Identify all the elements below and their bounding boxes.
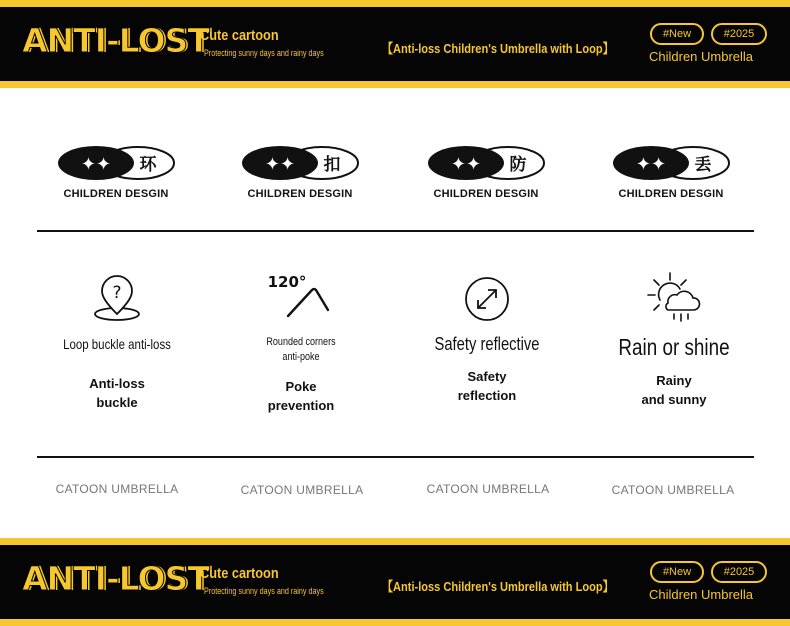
banner-product-title: 【Anti-loss Children's Umbrella with Loop】 [382, 579, 614, 594]
banner-caption: Protecting sunny days and rainy days [204, 586, 324, 596]
feature-description-line1: Rounded corners [266, 336, 336, 348]
banner-right-text: Children Umbrella [649, 49, 754, 64]
logo-row [0, 144, 790, 204]
location-pin-question-icon [91, 274, 143, 324]
logo-label: CHILDREN DESGIN [618, 188, 724, 200]
rounded-corner-angle-icon [266, 270, 336, 322]
banner-subtitle: Cute cartoon [200, 565, 279, 582]
badge-stars: ✦✦ [264, 154, 296, 175]
feature-rain-or-shine [599, 270, 749, 409]
badge-stars: ✦✦ [80, 154, 112, 175]
angle-label: 120° [267, 273, 307, 291]
feature-title-line1: Poke [285, 379, 317, 394]
banner-right-text: Children Umbrella [649, 587, 754, 602]
banner-product-title: 【Anti-loss Children's Umbrella with Loop】 [382, 41, 614, 56]
bottom-banner [0, 538, 790, 626]
banner-subtitle: Cute cartoon [200, 27, 279, 44]
catoon-umbrella-label: CATOON UMBRELLA [55, 482, 179, 496]
feature-description-line2: anti-poke [282, 351, 320, 363]
circle-diagonal-arrows-icon [462, 274, 512, 324]
feature-title-line2: reflection [457, 388, 517, 403]
badge-char: 防 [509, 155, 527, 175]
badge-char: 扣 [323, 155, 341, 175]
banner-caption: Protecting sunny days and rainy days [204, 48, 324, 58]
divider-bottom [37, 456, 754, 458]
brand-logo-text: ANTI-LOST [22, 559, 209, 598]
tag-new: #New [650, 561, 704, 583]
logo-badge [56, 144, 176, 200]
logo-label: CHILDREN DESGIN [433, 188, 539, 200]
brand-logo-text: ANTI-LOST [22, 21, 209, 60]
logo-badge [426, 144, 546, 200]
feature-title-line1: Anti-loss [89, 376, 145, 391]
svg-text:?: ? [112, 283, 122, 303]
logo-label: CHILDREN DESGIN [247, 188, 353, 200]
feature-description: Safety reflective [434, 334, 540, 354]
feature-anti-loss [42, 274, 192, 412]
tag-new: #New [650, 23, 704, 45]
sun-cloud-rain-icon [646, 270, 702, 324]
feature-description: Rain or shine [618, 334, 730, 360]
logo-label: CHILDREN DESGIN [63, 188, 169, 200]
feature-safety-reflection [412, 274, 562, 405]
catoon-umbrella-label: CATOON UMBRELLA [240, 483, 364, 497]
tag-year: #2025 [711, 561, 767, 583]
feature-title-line1: Rainy [656, 373, 692, 388]
feature-title-line2: and sunny [641, 392, 707, 407]
feature-title-line1: Safety [467, 369, 507, 384]
feature-description: Loop buckle anti-loss [63, 336, 171, 352]
logo-badge [611, 144, 731, 200]
feature-title-line2: buckle [96, 395, 138, 410]
badge-stars: ✦✦ [635, 154, 667, 175]
double-ellipse-badge-icon [240, 144, 360, 184]
catoon-umbrella-label: CATOON UMBRELLA [611, 483, 735, 497]
double-ellipse-badge-icon [611, 144, 731, 184]
double-ellipse-badge-icon [426, 144, 546, 184]
feature-poke-prevention [226, 270, 376, 415]
double-ellipse-badge-icon [56, 144, 176, 184]
divider-top [37, 230, 754, 232]
tag-year: #2025 [711, 23, 767, 45]
badge-char: 丢 [694, 155, 712, 175]
top-banner [0, 0, 790, 88]
logo-badge [240, 144, 360, 200]
badge-char: 环 [139, 155, 157, 175]
feature-title-line2: prevention [267, 398, 335, 413]
badge-stars: ✦✦ [450, 154, 482, 175]
catoon-umbrella-label: CATOON UMBRELLA [426, 482, 550, 496]
